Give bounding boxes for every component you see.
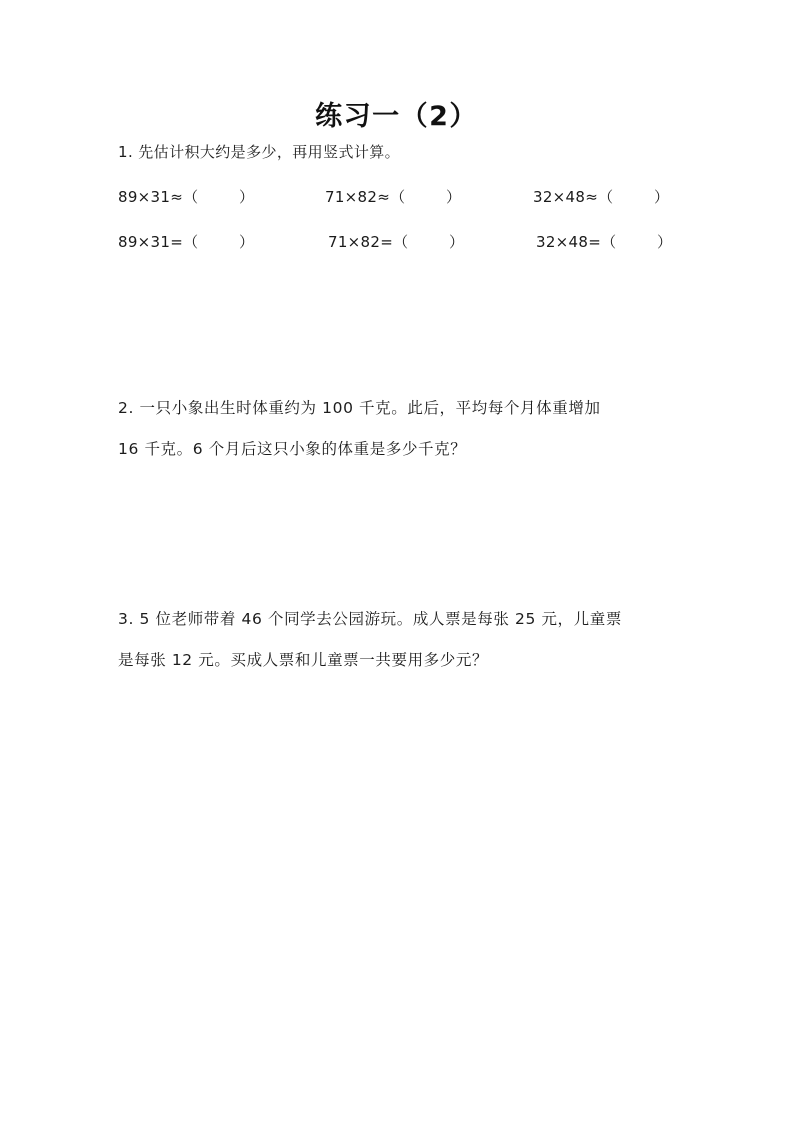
expression-estimate-1[interactable]: 89×31≈（ ）: [118, 188, 255, 206]
question-2-line-1: 2. 一只小象出生时体重约为 100 千克。此后，平均每个月体重增加: [118, 399, 601, 417]
work-area-question-1[interactable]: [118, 262, 680, 390]
work-area-question-2[interactable]: [118, 472, 680, 602]
question-3-line-2: 是每张 12 元。买成人票和儿童票一共要用多少元？: [118, 651, 489, 669]
page-title: 练习一（2）: [315, 101, 478, 132]
expression-exact-1[interactable]: 89×31=（ ）: [118, 233, 255, 251]
question-1-exact-row: [118, 231, 680, 253]
question-3-line-1: 3. 5 位老师带着 46 个同学去公园游玩。成人票是每张 25 元，儿童票: [118, 610, 622, 628]
expression-exact-3[interactable]: 32×48=（ ）: [536, 233, 673, 251]
work-area-question-3[interactable]: [118, 684, 680, 1094]
expression-exact-2[interactable]: 71×82=（ ）: [328, 233, 465, 251]
expression-estimate-3[interactable]: 32×48≈（ ）: [533, 188, 670, 206]
expression-estimate-2[interactable]: 71×82≈（ ）: [325, 188, 462, 206]
question-1-estimate-row: [118, 186, 680, 208]
question-2-line-2: 16 千克。6 个月后这只小象的体重是多少千克？: [118, 440, 467, 458]
question-1-prompt: 1. 先估计积大约是多少，再用竖式计算。: [118, 143, 401, 161]
